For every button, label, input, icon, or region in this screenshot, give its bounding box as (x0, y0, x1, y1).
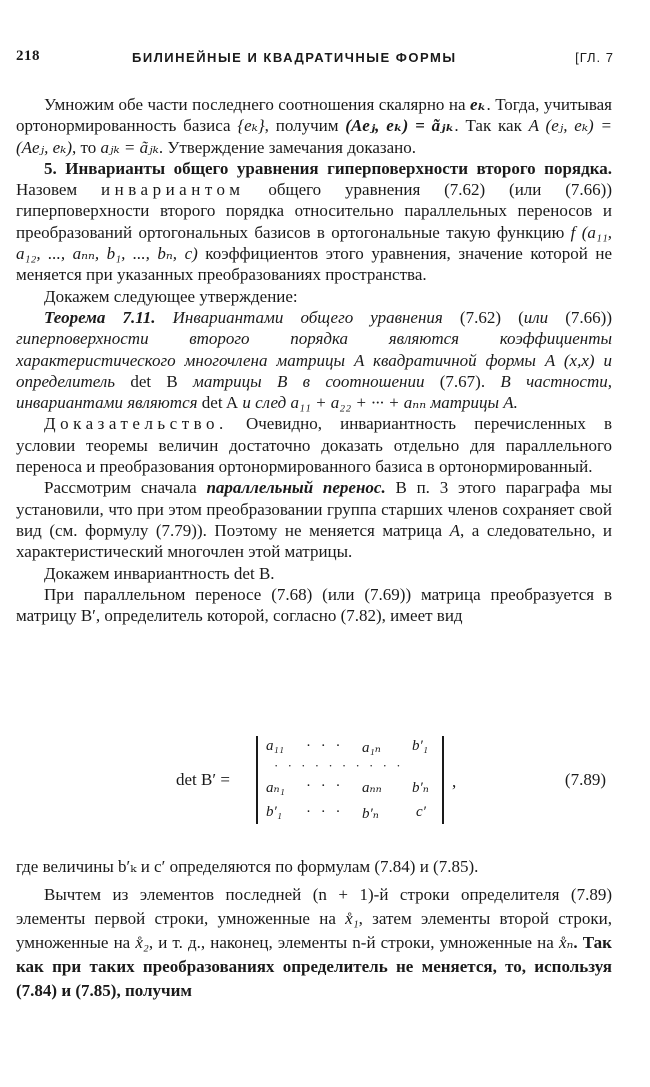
paragraph-det-b: Докажем инвариантность det B. (44, 563, 275, 583)
vector-ek: eₖ (470, 95, 487, 114)
determinant-bar-left (256, 736, 258, 824)
paragraph-remark-conclusion: Умножим обе части последнего соотношения скалярно на eₖ. Тогда, учитывая ортонормированность базиса {eₖ}, получим (Aeⱼ, eₖ) = ãⱼₖ. Так как A (eⱼ, eₖ) = (Aeⱼ, eₖ), то aⱼₖ = ãⱼₖ. Утверждение замечания доказано. (16, 95, 613, 157)
formula-lhs: det B′ = (176, 770, 230, 789)
determinant-formula (16, 732, 612, 828)
determinant-bar-right (442, 736, 444, 824)
matrix-dots: · · · (306, 804, 344, 820)
matrix-cell: b′₁ (412, 738, 428, 754)
equation-ajk: (Aeⱼ, eₖ) = ãⱼₖ (345, 116, 455, 136)
page-number: 218 (16, 48, 40, 64)
section-5-paragraph: 5. Инварианты общего уравнения гиперповерхности второго порядка. Назовем инвариантом общего уравнения (7.62) (или (7.66)) гиперповерхности второго порядка относительно параллельных переносов и преобразований ортогональных базисов в ортогональные такую функцию f (a₁₁, a₁₂, ..., aₙₙ, b₁, ..., bₙ, c) коэффициентов этого уравнения, значение которой не меняется при указанных преобразованиях пространства. (16, 158, 613, 285)
section-5-heading: 5. Инварианты общего уравнения гиперповерхности второго порядка. (44, 158, 612, 178)
body-text-upper (16, 94, 612, 626)
paragraph-subtract: Вычтем из элементов последней (n + 1)-й строки определителя (7.89) элементы первой строки, умноженные на x̊₁, затем элементы второй строки, умноженные на x̊₂, и т. д., наконец, элементы n-й строки, умноженные на x̊ₙ. Так как при таких преобразованиях определитель не меняется, то, используя (7.84) и (7.85), получим (16, 885, 612, 1001)
running-title: БИЛИНЕЙНЫЕ И КВАДРАТИЧНЫЕ ФОРМЫ (132, 50, 457, 65)
equation-aej: A (eⱼ, eₖ) = (Aeⱼ, eₖ) (16, 116, 612, 157)
proof-word: Доказательство. (44, 414, 228, 434)
paragraph-translation: Рассмотрим сначала параллельный перенос. В п. 3 этого параграфа мы установили, что при этом преобразовании группа старших членов сохраняет свой вид (см. формулу (7.79)). Поэтому не меняется матрица A, а следовательно, и характеристический многочлен этой матрицы. (16, 478, 612, 562)
matrix-cell: b′ₙ (362, 806, 379, 822)
equation-result: aⱼₖ = ãⱼₖ (100, 137, 159, 157)
chapter-label: [ГЛ. 7 (575, 50, 614, 65)
paragraph-prove: Докажем следующее утверждение: (44, 286, 298, 306)
matrix-dots: · · · (306, 778, 344, 794)
term-parallel-translation: параллельный перенос. (206, 478, 386, 498)
matrix-dots: · · · (306, 738, 344, 754)
matrix-cell: aₙ₁ (266, 780, 285, 796)
basis-ek: {eₖ} (237, 116, 265, 136)
matrix-cell: a₁₁ (266, 738, 284, 754)
body-text-lower (16, 856, 612, 1003)
matrix-cell: b′₁ (266, 804, 282, 820)
paragraph-where: где величины b′ₖ и c′ определяются по формулам (7.84) и (7.85). (16, 857, 479, 876)
matrix-cell: b′ₙ (412, 780, 429, 796)
matrix-dots-row: · · · · · · · · · · (274, 758, 404, 773)
matrix-cell: a₁ₙ (362, 740, 381, 756)
proof-paragraph: Доказательство. Очевидно, инвариантность перечисленных в условии теоремы величин достаточно доказать отдельно для параллельного переноса и преобразования ортонормированного базиса в ортонормированный. (16, 414, 612, 477)
equation-number: (7.89) (564, 770, 606, 789)
theorem-label: Теорема 7.11. (44, 307, 156, 327)
function-f: f (a₁₁, a₁₂, ..., aₙₙ, b₁, ..., bₙ, c) (16, 222, 612, 264)
matrix-cell: aₙₙ (362, 780, 382, 796)
page-header (16, 48, 614, 72)
term-invariant: инвариантом (101, 180, 245, 200)
matrix-cell: c′ (416, 804, 426, 820)
theorem-7-11: Теорема 7.11. Инвариантами общего уравнения (7.62) (или (7.66)) гиперповерхности второго порядка являются коэффициенты характеристического многочлена матрицы A квадратичной формы A (x,x) и определитель det B матрицы B в соотношении (7.67). В частности, инвариантами являются det A и след a₁₁ + a₂₂ + ··· + aₙₙ матрицы A. (16, 307, 613, 413)
paragraph-shift: При параллельном переносе (7.68) (или (7.69)) матрица преобразуется в матрицу B′, определитель которой, согласно (7.82), имеет вид (16, 584, 612, 626)
formula-comma: , (452, 772, 457, 791)
